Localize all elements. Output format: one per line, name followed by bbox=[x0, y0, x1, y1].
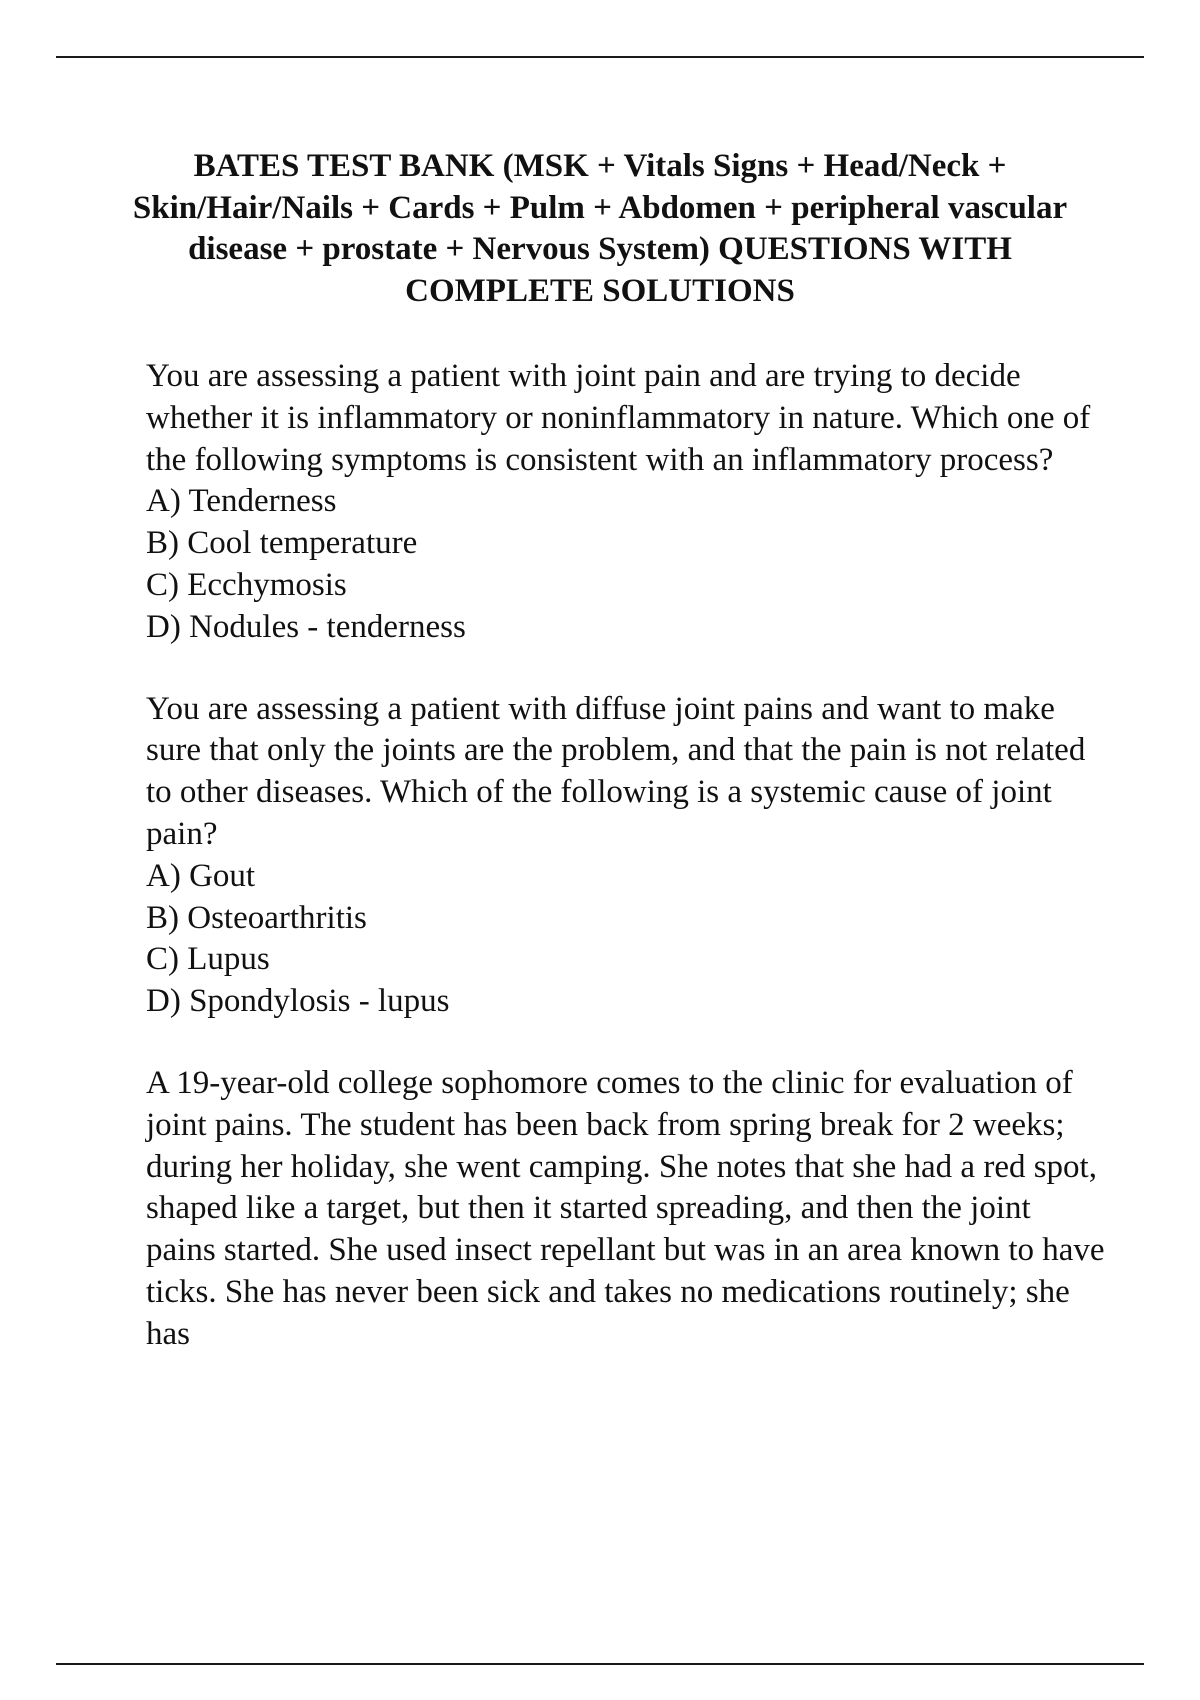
answer-option: B) Osteoarthritis bbox=[146, 899, 367, 936]
question-stem: A 19-year-old college sophomore comes to the clinic for evaluation of joint pains. The student has been back from spring break for 2 weeks; during her holiday, she went camping. She notes that she had a red spot, shaped like a target, but then it started spreading, and then the joint pains started. She used insect repellant but was in an area known to have ticks. She has never been sick and takes no medications routinely; she has bbox=[146, 1064, 1105, 1352]
answer-option: C) Ecchymosis bbox=[146, 566, 347, 603]
answer-options bbox=[146, 856, 1106, 1023]
answer-option: D) Spondylosis - lupus bbox=[146, 983, 450, 1020]
questions-section bbox=[146, 356, 1106, 1396]
question-2 bbox=[146, 689, 1106, 1023]
answer-option: B) Cool temperature bbox=[146, 525, 418, 562]
answer-option: C) Lupus bbox=[146, 941, 270, 978]
bottom-rule bbox=[56, 1663, 1144, 1665]
question-3 bbox=[146, 1063, 1106, 1356]
answer-option: D) Nodules - tenderness bbox=[146, 608, 466, 645]
answer-options bbox=[146, 481, 1106, 648]
document-title: BATES TEST BANK (MSK + Vitals Signs + Head/Neck + Skin/Hair/Nails + Cards + Pulm + Abdomen + peripheral vascular disease + prostate + Nervous System) QUESTIONS WITH COMPLETE SOLUTIONS bbox=[132, 148, 1068, 309]
top-rule bbox=[56, 56, 1144, 58]
answer-option: A) Gout bbox=[146, 857, 256, 894]
answer-option: A) Tenderness bbox=[146, 483, 337, 520]
question-stem: You are assessing a patient with diffuse joint pains and want to make sure that only the joints are the problem, and that the pain is not related to other diseases. Which of the following is a systemic cause of joint pain? bbox=[146, 690, 1086, 852]
question-stem: You are assessing a patient with joint pain and are trying to decide whether it is inflammatory or noninflammatory in nature. Which one of the following symptoms is consistent with an inflammatory process? bbox=[146, 358, 1091, 478]
question-1 bbox=[146, 356, 1106, 649]
